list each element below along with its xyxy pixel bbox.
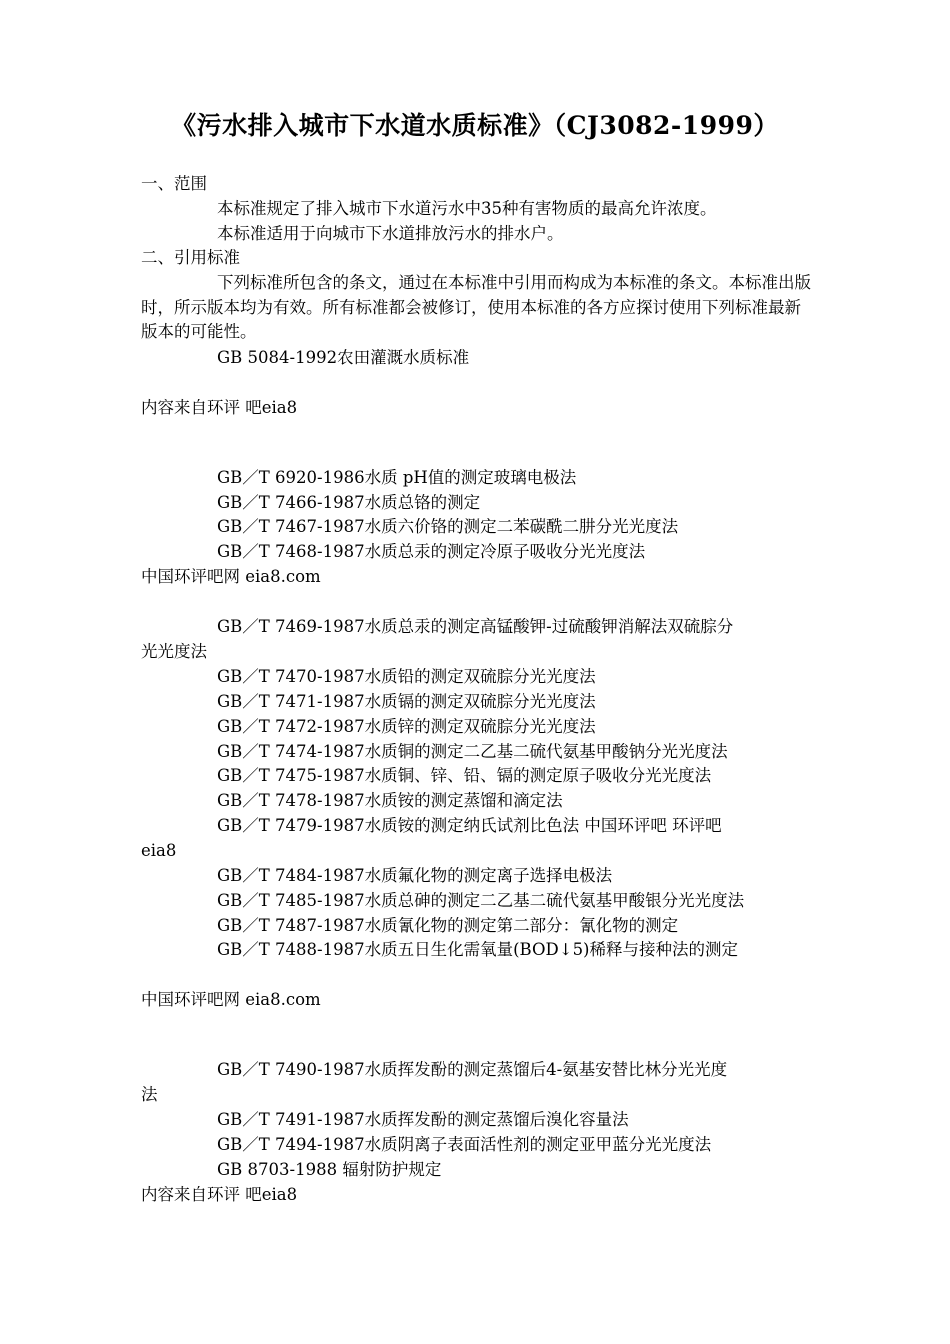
standard-item: GB／T 7487-1987水质氰化物的测定第二部分：氰化物的测定 [217,916,679,935]
standard-item: GB／T 6920-1986水质 pH值的测定玻璃电极法 [217,468,577,487]
standard-item: GB／T 7467-1987水质六价铬的测定二苯碳酰二肼分光光度法 [217,517,679,536]
document-title: 《污水排入城市下水道水质标准》（CJ3082-1999） [171,111,779,140]
standard-item: GB／T 7469-1987水质总汞的测定高锰酸钾-过硫酸钾消解法双硫腙分 [217,617,734,636]
standard-item: GB／T 7479-1987水质铵的测定纳氏试剂比色法 中国环评吧 环评吧 [217,816,722,835]
standard-item: GB／T 7478-1987水质铵的测定蒸馏和滴定法 [217,791,563,810]
standard-item: GB／T 7472-1987水质锌的测定双硫腙分光光度法 [217,717,596,736]
source-note: 中国环评吧网 eia8.com [141,990,321,1009]
scope-line-1: 本标准规定了排入城市下水道污水中35种有害物质的最高允许浓度。 [217,199,717,218]
standard-item-continued: 法 [141,1085,158,1104]
standard-item: GB／T 7470-1987水质铅的测定双硫腙分光光度法 [217,667,596,686]
source-note: 中国环评吧网 eia8.com [141,567,321,586]
standard-item: GB／T 7494-1987水质阴离子表面活性剂的测定亚甲蓝分光光度法 [217,1135,712,1154]
standard-item: GB 5084-1992农田灌溉水质标准 [217,348,470,367]
source-note: 内容来自环评 吧eia8 [141,398,298,417]
standard-item: GB／T 7485-1987水质总砷的测定二乙基二硫代氨基甲酸银分光光度法 [217,891,745,910]
standard-item: GB／T 7466-1987水质总铬的测定 [217,493,481,512]
standard-item: GB／T 7490-1987水质挥发酚的测定蒸馏后4-氨基安替比林分光光度 [217,1060,728,1079]
standard-item: GB／T 7475-1987水质铜、锌、铅、镉的测定原子吸收分光光度法 [217,766,712,785]
standard-item: GB／T 7484-1987水质氟化物的测定离子选择电极法 [217,866,613,885]
section-heading-scope: 一、范围 [141,174,207,193]
standard-item: GB／T 7488-1987水质五日生化需氧量(BOD↓5)稀释与接种法的测定 [217,940,738,959]
standard-item: GB／T 7468-1987水质总汞的测定冷原子吸收分光光度法 [217,542,646,561]
standard-item-continued: 光光度法 [141,642,207,661]
references-paragraph [141,271,811,345]
section-heading-references: 二、引用标准 [141,248,240,267]
source-note: 内容来自环评 吧eia8 [141,1185,298,1204]
standard-item: GB／T 7474-1987水质铜的测定二乙基二硫代氨基甲酸钠分光光度法 [217,742,728,761]
standard-item: GB 8703-1988 辐射防护规定 [217,1160,442,1179]
standard-item-continued: eia8 [141,841,177,860]
standard-item: GB／T 7491-1987水质挥发酚的测定蒸馏后溴化容量法 [217,1110,629,1129]
scope-line-2: 本标准适用于向城市下水道排放污水的排水户。 [217,224,564,243]
standard-item: GB／T 7471-1987水质镉的测定双硫腙分光光度法 [217,692,596,711]
references-paragraph-text: 下列标准所包含的条文，通过在本标准中引用而构成为本标准的条文。本标准出版时，所示版本均为有效。所有标准都会被修订，使用本标准的各方应探讨使用下列标准最新版本的可能性。 [141,273,811,342]
